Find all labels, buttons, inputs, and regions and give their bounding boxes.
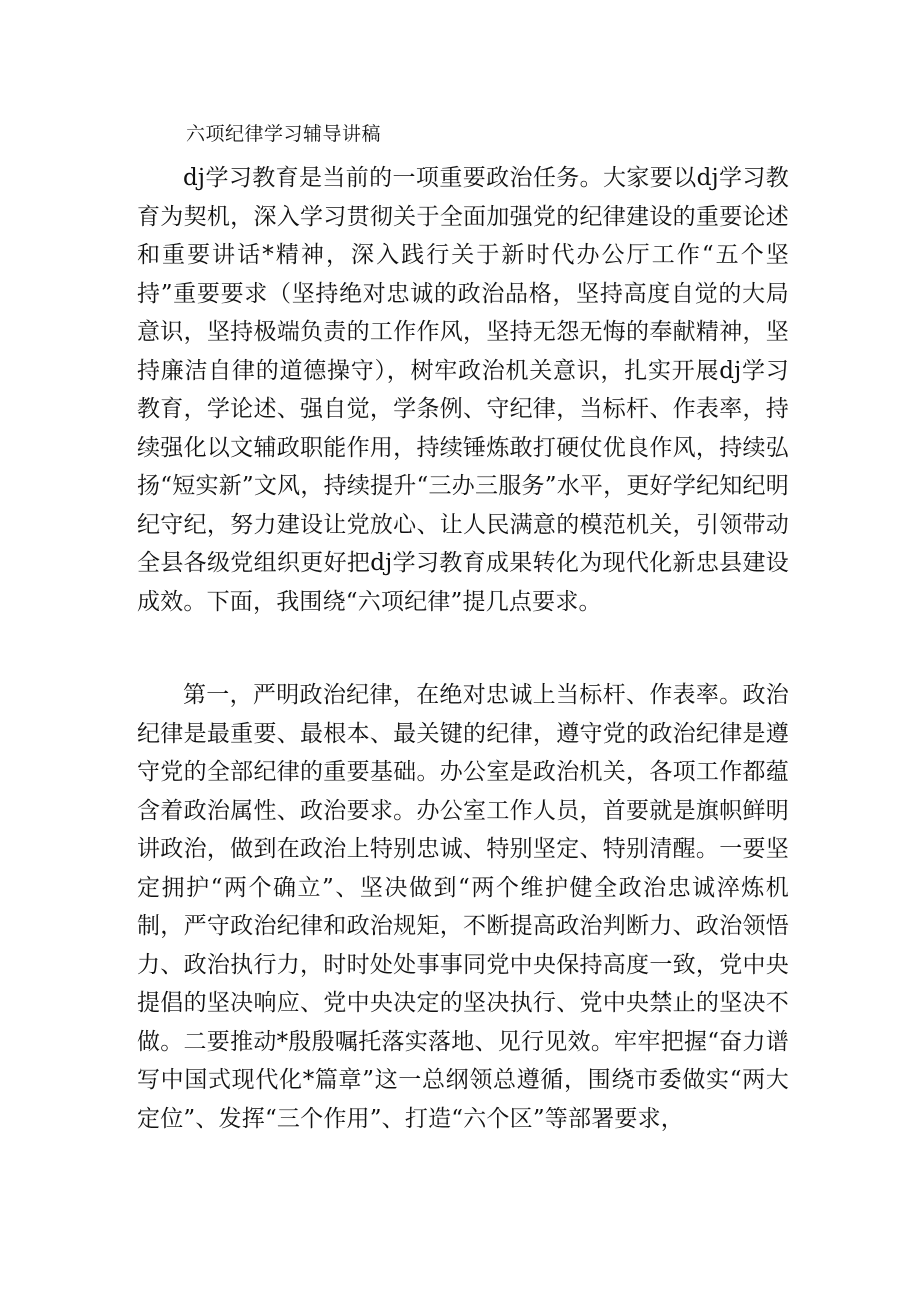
- paragraph-political-discipline: 第一，严明政治纪律，在绝对忠诚上当标杆、作表率。政治纪律是最重要、最根本、最关键的纪律，遵守党的政治纪律是遵守党的全部纪律的重要基础。办公室是政治机关，各项工作都蕴含着政治属性、政治要求。办公室工作人员，首要就是旗帜鲜明讲政治，做到在政治上特别忠诚、特别坚定、特别清醒。一要坚定拥护“两个确立”、坚决做到“两个维护健全政治忠诚淬炼机制，严守政治纪律和政治规矩，不断提高政治判断力、政治领悟力、政治执行力，时时处处事事同党中央保持高度一致，党中央提倡的坚决响应、党中央决定的坚决执行、党中央禁止的坚决不做。二要推动*殷殷嘱托落实落地、见行见效。牢牢把握“奋力谱写中国式现代化*篇章”这一总纲领总遵循，围绕市委做实“两大定位”、发挥“三个作用”、打造“六个区”等部署要求，: [137, 682, 789, 1132]
- paragraph-intro: dj学习教育是当前的一项重要政治任务。大家要以dj学习教育为契机，深入学习贯彻关于全面加强党的纪律建设的重要论述和重要讲话*精神，深入践行关于新时代办公厅工作“五个坚持”重要要求（坚持绝对忠诚的政治品格，坚持高度自觉的大局意识，坚持极端负责的工作作风，坚持无怨无悔的奉献精神，坚持廉洁自律的道德操守），树牢政治机关意识，扎实开展dj学习教育，学论述、强自觉，学条例、守纪律，当标杆、作表率，持续强化以文辅政职能作用，持续锤炼敢打硬仗优良作风，持续弘扬“短实新”文风，持续提升“三办三服务”水平，更好学纪知纪明纪守纪，努力建设让党放心、让人民满意的模范机关，引领带动全县各级党组织更好把dj学习教育成果转化为现代化新忠县建设成效。下面，我围绕“六项纪律”提几点要求。: [137, 165, 789, 615]
- document-title: 六项纪律学习辅导讲稿: [186, 123, 382, 145]
